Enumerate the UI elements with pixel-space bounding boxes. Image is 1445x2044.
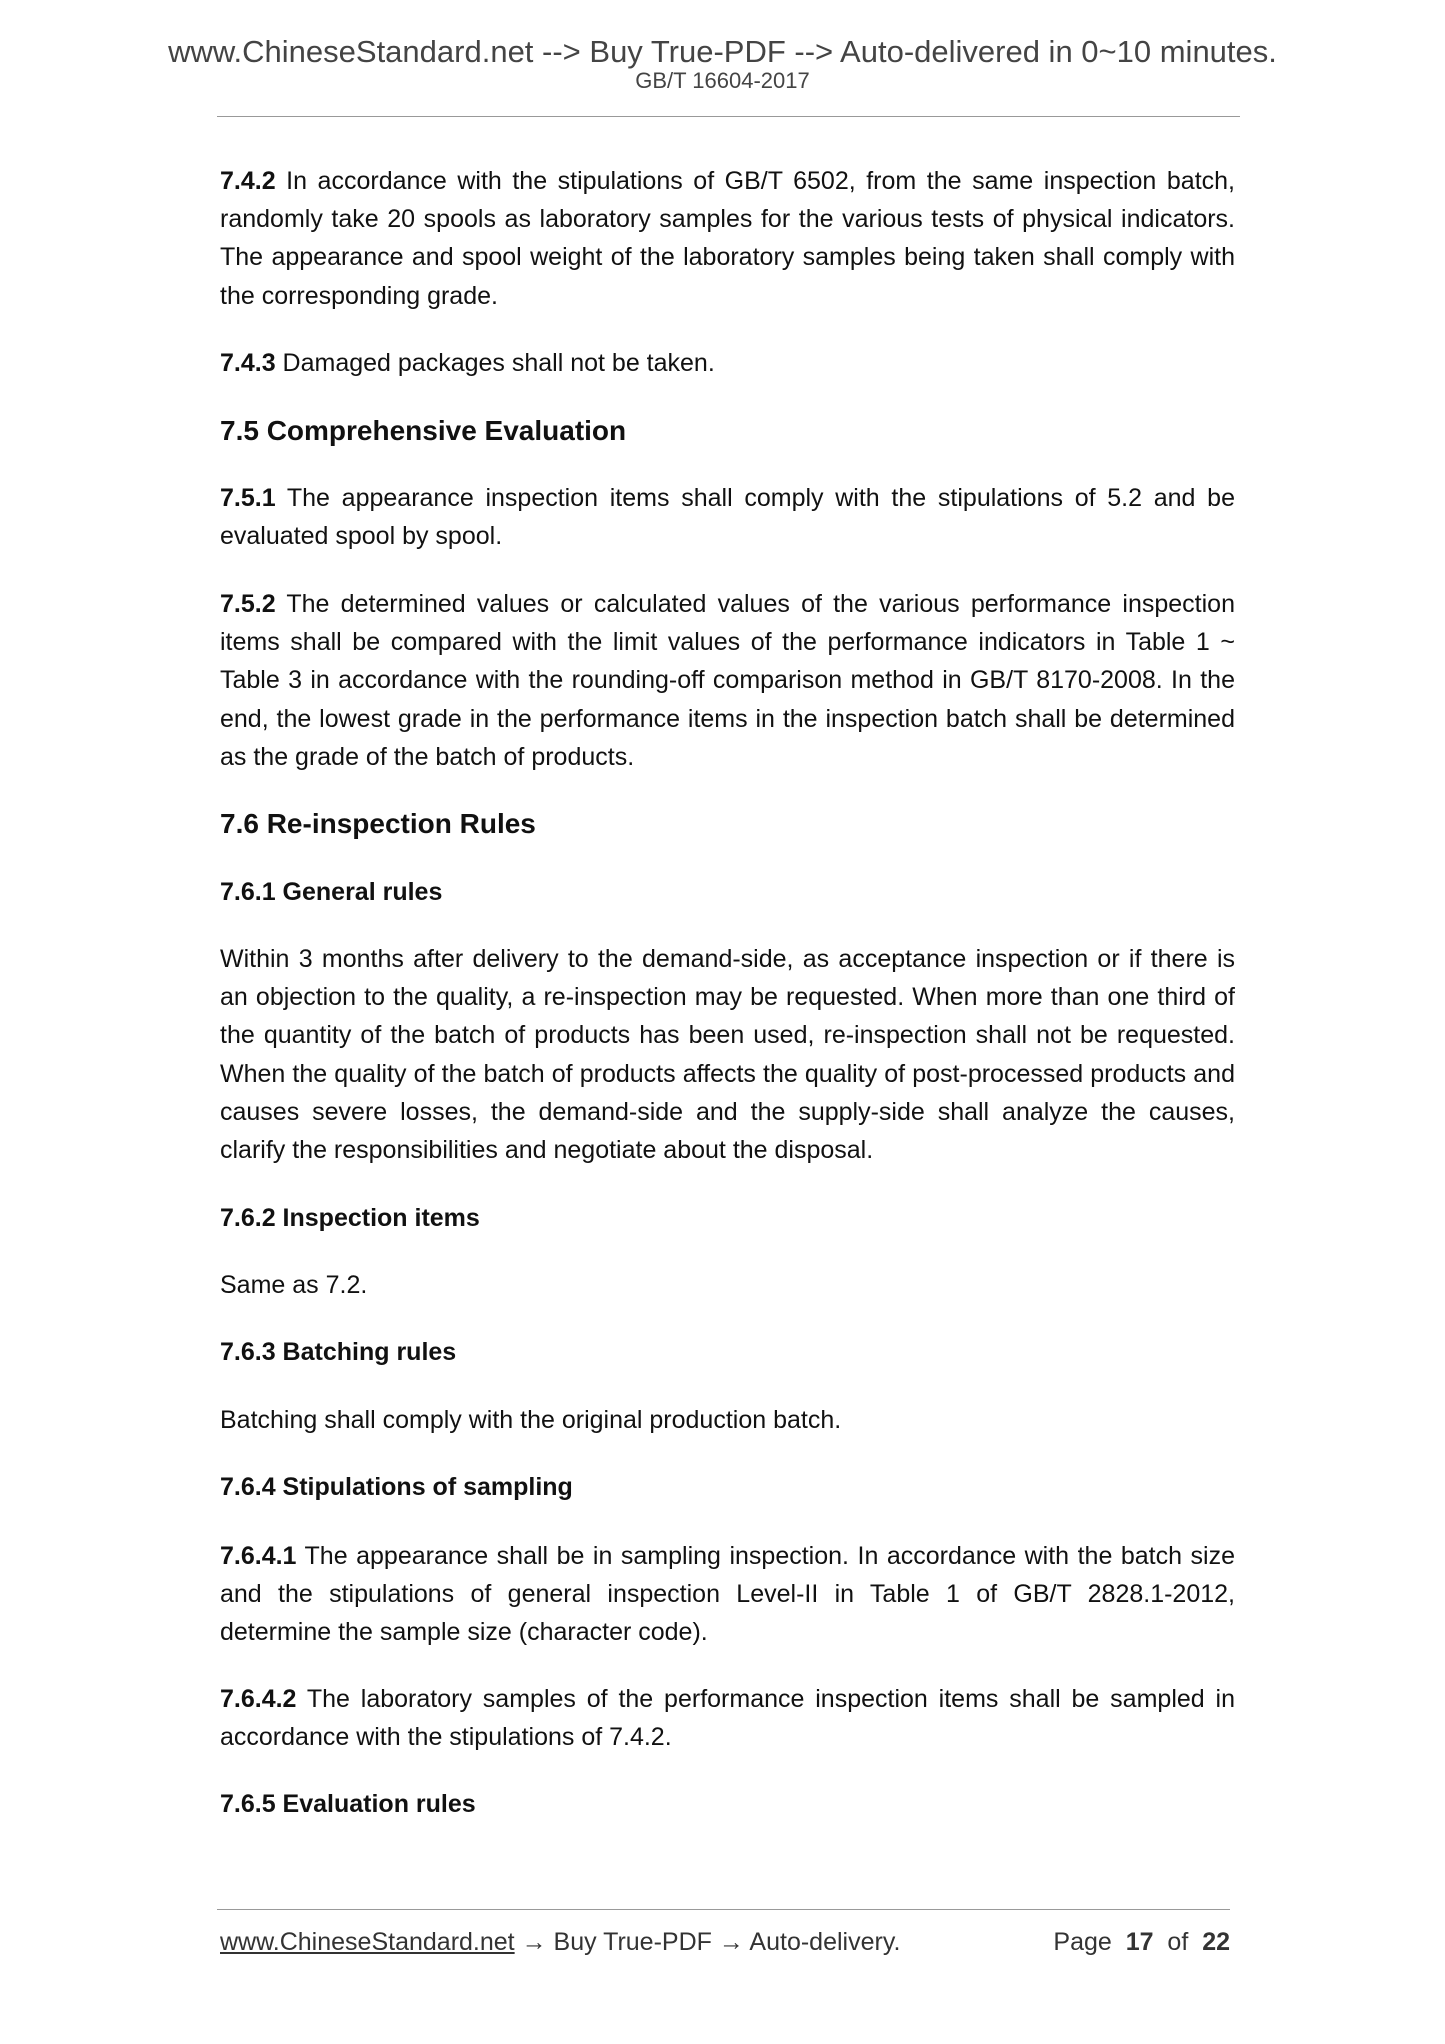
footer-site-link[interactable]: www.ChineseStandard.net [220, 1928, 515, 1956]
footer [220, 1928, 1230, 1957]
arrow-right-icon: → [514, 1928, 554, 1956]
arrow-right-icon: → [711, 1928, 750, 1956]
inspection-items-text: Same as 7.2. [220, 1271, 368, 1299]
general-rules-text: Within 3 months after delivery to the demand-side, as acceptance inspection or if there is an objection to the quality, a re-inspection may be requested. When more than one third of the quantity of the batch of products has been used, re-inspection shall not be requested. When the quality of the batch of products affects the quality of post-processed products and causes severe losses, the demand-side and the supply-side shall analyze the causes, clarify the responsibilities and negotiate about the disposal. [220, 945, 1235, 1165]
footer-buy-text: Buy True-PDF [553, 1928, 712, 1956]
subheading-7-6-3: 7.6.3 Batching rules [220, 1338, 457, 1366]
header-divider [217, 116, 1240, 117]
document-id: GB/T 16604-2017 [635, 68, 810, 93]
page-indicator: Page 17 of 22 [1053, 1928, 1230, 1956]
clause-7-6-4-2: 7.6.4.2 The laboratory samples of the performance inspection items shall be sampled in accordance with the stipulations of 7.4.2. [220, 1685, 1235, 1752]
clause-7-5-2: 7.5.2 The determined values or calculated values of the various performance inspection items shall be compared with the limit values of the performance indicators in Table 1 ~ Table 3 in accordance with the rounding-off comparison method in GB/T 8170-2008. In the end, the lowest grade in the performance items in the inspection batch shall be determined as the grade of the batch of products. [220, 590, 1235, 771]
page-number: 17 [1125, 1928, 1154, 1956]
footer-delivery-text: Auto-delivery. [749, 1928, 901, 1956]
subheading-7-6-2: 7.6.2 Inspection items [220, 1204, 480, 1232]
clause-7-6-4-1: 7.6.4.1 The appearance shall be in sampling inspection. In accordance with the batch size and the stipulations of general inspection Level-II in Table 1 of GB/T 2828.1-2012, determine the sample size (character code). [220, 1542, 1235, 1647]
section-heading-7-5: 7.5 Comprehensive Evaluation [220, 415, 627, 446]
clause-7-4-3: 7.4.3 Damaged packages shall not be taken. [220, 349, 715, 377]
clause-7-5-1: 7.5.1 The appearance inspection items shall comply with the stipulations of 5.2 and be evaluated spool by spool. [220, 484, 1235, 551]
footer-divider [217, 1909, 1230, 1910]
subheading-7-6-1: 7.6.1 General rules [220, 878, 443, 906]
header-banner: www.ChineseStandard.net --> Buy True-PDF --> Auto-delivered in 0~10 minutes. [168, 34, 1277, 69]
subheading-7-6-4: 7.6.4 Stipulations of sampling [220, 1473, 573, 1501]
page-total: 22 [1202, 1928, 1230, 1956]
section-heading-7-6: 7.6 Re-inspection Rules [220, 808, 536, 839]
clause-7-4-2: 7.4.2 In accordance with the stipulations of GB/T 6502, from the same inspection batch, randomly take 20 spools as laboratory samples for the various tests of physical indicators. The appearance and spool weight of the laboratory samples being taken shall comply with the corresponding grade. [220, 167, 1235, 310]
batching-rules-text: Batching shall comply with the original production batch. [220, 1406, 842, 1434]
subheading-7-6-5: 7.6.5 Evaluation rules [220, 1790, 476, 1818]
